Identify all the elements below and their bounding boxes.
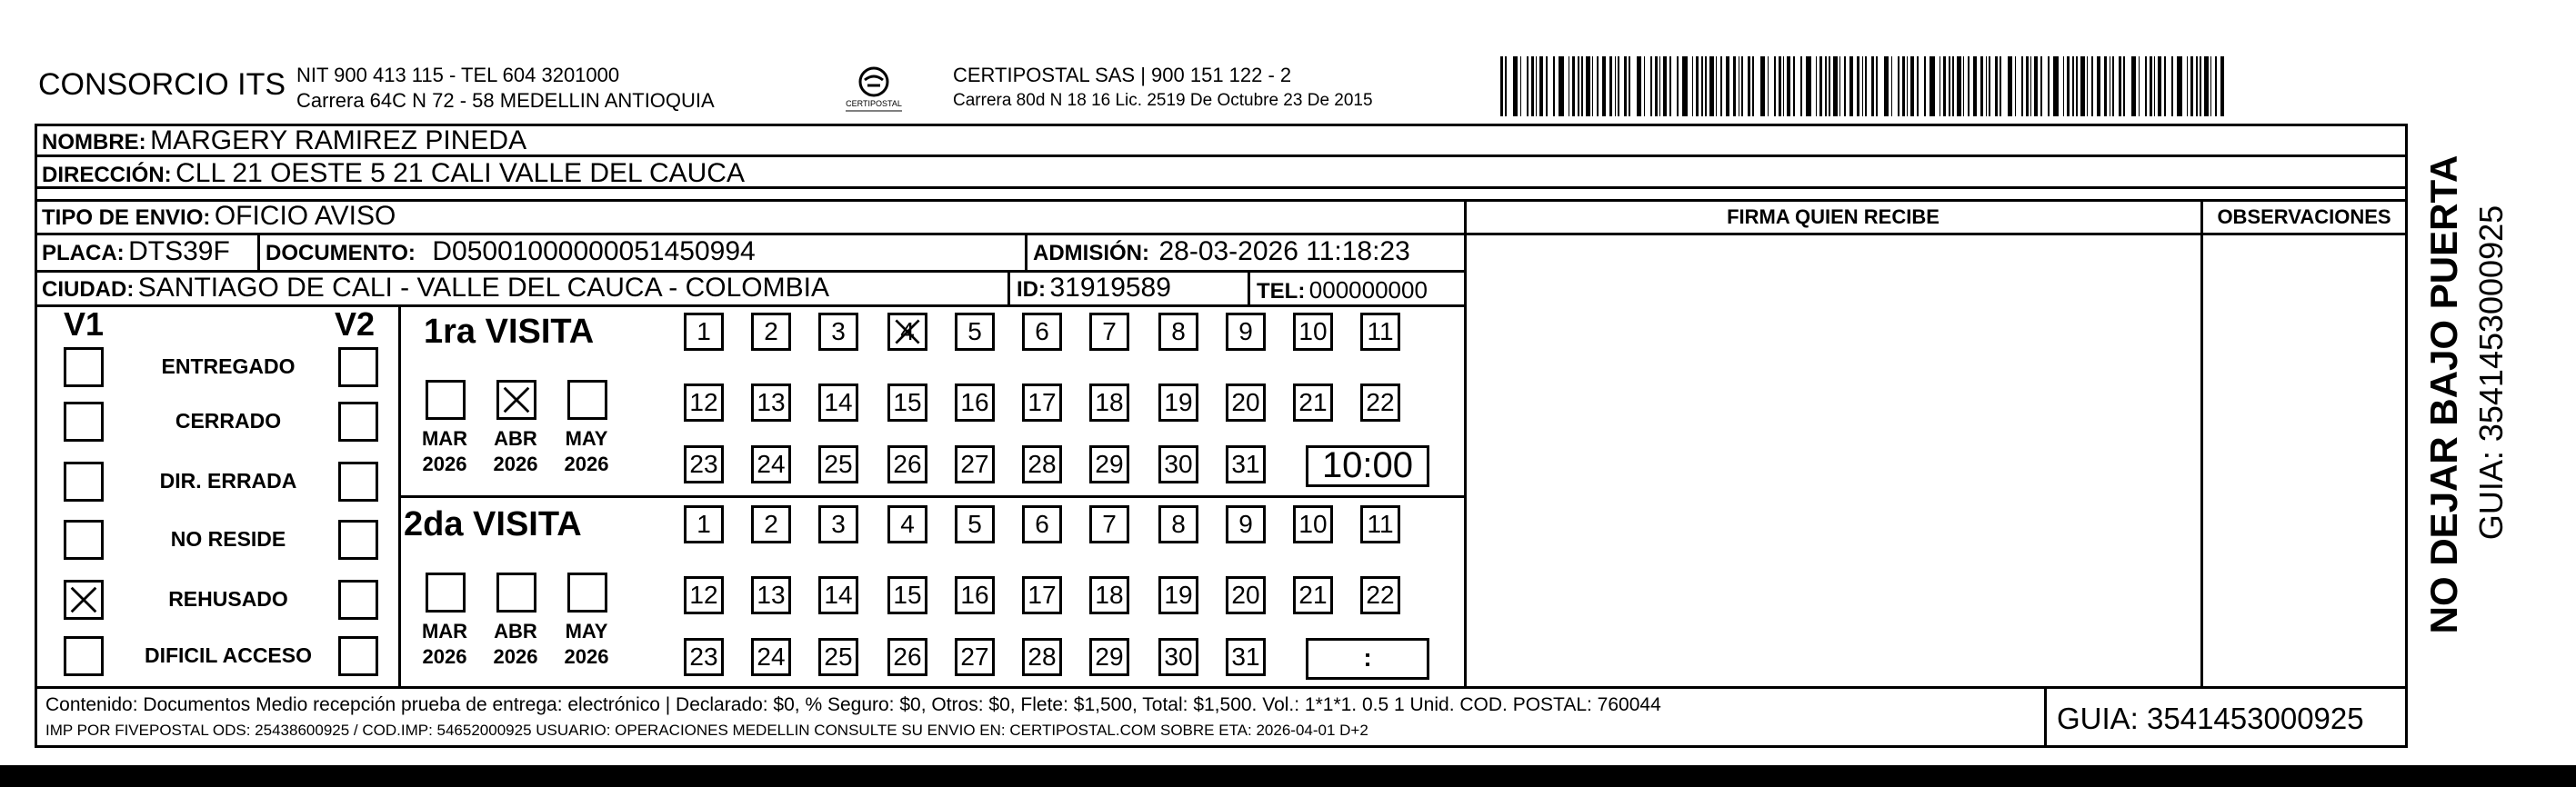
documento-field	[266, 236, 756, 267]
barcode-bar	[1520, 56, 1521, 116]
barcode-bar	[2048, 56, 2050, 116]
barcode-bar	[1949, 56, 1950, 116]
direccion-row	[42, 158, 745, 189]
day-box[interactable]: 19	[1158, 384, 1198, 422]
no-dejar-bajo-puerta: NO DEJAR BAJO PUERTA	[2422, 154, 2465, 634]
day-box[interactable]: 13	[751, 576, 791, 614]
barcode-bar	[1833, 56, 1838, 116]
footer-guia: GUIA: 3541453000925	[2057, 702, 2364, 735]
v1-checkbox[interactable]	[64, 520, 104, 560]
day-box[interactable]: 23	[684, 445, 724, 483]
barcode-bar	[1907, 56, 1908, 116]
day-box[interactable]: 18	[1089, 384, 1129, 422]
barcode-bar	[1910, 56, 1914, 116]
day-box[interactable]: 20	[1226, 384, 1266, 422]
day-box[interactable]: 22	[1360, 384, 1400, 422]
day-box[interactable]: 29	[1089, 445, 1129, 483]
day-box[interactable]: 9	[1226, 313, 1266, 351]
barcode-bar	[2104, 56, 2107, 116]
firma-label: FIRMA QUIEN RECIBE	[1727, 205, 1940, 228]
day-box[interactable]: 8	[1158, 313, 1198, 351]
day-box[interactable]: 12	[684, 576, 724, 614]
barcode-bar	[2215, 56, 2217, 116]
barcode-bar	[2008, 56, 2012, 116]
barcode-bar	[1659, 56, 1660, 116]
barcode-bar	[1898, 56, 1899, 116]
barcode-bar	[2200, 56, 2201, 116]
direccion-value: CLL 21 OESTE 5 21 CALI VALLE DEL CAUCA	[175, 158, 745, 188]
barcode-bar	[2123, 56, 2125, 116]
company-name: CONSORCIO ITS	[38, 67, 286, 102]
barcode-bar	[2067, 56, 2070, 116]
observaciones-label: OBSERVACIONES	[2217, 205, 2391, 228]
status-option-label: REHUSADO	[168, 587, 288, 611]
barcode-bar	[1696, 56, 1699, 116]
barcode-bar	[2076, 56, 2078, 116]
day-box[interactable]: 31	[1226, 445, 1266, 483]
day-box[interactable]: 17	[1022, 576, 1062, 614]
day-box[interactable]: 19	[1158, 576, 1198, 614]
barcode-bar	[1849, 56, 1853, 116]
ciudad-field	[42, 273, 829, 304]
barcode-bar	[1559, 56, 1564, 116]
v1-checkbox[interactable]	[64, 402, 104, 442]
barcode-bar	[1884, 56, 1889, 116]
barcode-bar	[2154, 56, 2155, 116]
admision-field	[1033, 236, 1410, 267]
barcode-bar	[1857, 56, 1859, 116]
barcode-bar	[1669, 56, 1671, 116]
placa-label: PLACA:	[42, 241, 125, 265]
day-box[interactable]: 8	[1158, 505, 1198, 543]
barcode-bar	[2034, 56, 2038, 116]
day-box[interactable]: 28	[1022, 445, 1062, 483]
id-label: ID:	[1017, 277, 1046, 302]
v1-checkbox[interactable]	[64, 580, 104, 620]
id-field	[1017, 273, 1171, 304]
barcode-bar	[1800, 56, 1802, 116]
barcode-bar	[1783, 56, 1784, 116]
year-label: 2026	[564, 645, 609, 668]
barcode-bar	[2040, 56, 2042, 116]
barcode-bar	[1943, 56, 1946, 116]
documento-value: D05001000000051450994	[432, 236, 756, 266]
barcode-bar	[2000, 56, 2001, 116]
year-label: 2026	[564, 453, 609, 475]
day-box[interactable]: 15	[887, 384, 927, 422]
barcode-bar	[1629, 56, 1630, 116]
barcode-bar	[1989, 56, 1990, 116]
day-box[interactable]: 30	[1158, 638, 1198, 676]
status-option-label: ENTREGADO	[161, 354, 296, 378]
day-box[interactable]: 12	[684, 384, 724, 422]
barcode-bar	[1768, 56, 1769, 116]
day-box[interactable]: 25	[818, 445, 858, 483]
barcode-bar	[1709, 56, 1714, 116]
v2-checkbox[interactable]	[338, 580, 378, 620]
v2-checkbox[interactable]	[338, 402, 378, 442]
barcode-bar	[1527, 56, 1529, 116]
barcode-bar	[1677, 56, 1679, 116]
v1-checkbox[interactable]	[64, 636, 104, 676]
visit2-title: 2da VISITA	[404, 505, 582, 543]
barcode-bar	[1980, 56, 1983, 116]
barcode-bar	[1957, 56, 1961, 116]
barcode-bar	[2015, 56, 2016, 116]
status-option-label: DIR. ERRADA	[159, 469, 297, 493]
barcode-bar	[1917, 56, 1919, 116]
day-box[interactable]: 31	[1226, 638, 1266, 676]
barcode-bar	[1844, 56, 1846, 116]
v1-label: V1	[64, 305, 105, 343]
barcode-bar	[1701, 56, 1703, 116]
status-option-label: DIFICIL ACCESO	[144, 643, 312, 667]
barcode-bar	[2030, 56, 2031, 116]
tipo-envio-row	[42, 201, 396, 232]
day-box[interactable]: 5	[955, 313, 995, 351]
day-box[interactable]: 16	[955, 384, 995, 422]
barcode-bar	[1500, 56, 1503, 116]
barcode-bar	[2139, 56, 2140, 116]
day-box[interactable]: 29	[1089, 638, 1129, 676]
month-label: ABR	[494, 620, 537, 643]
bottom-edge-band	[0, 765, 2576, 787]
barcode-bar	[2080, 56, 2085, 116]
barcode-bar	[1819, 56, 1822, 116]
barcode-bar	[2158, 56, 2161, 116]
barcode-bar	[1733, 56, 1736, 116]
day-box[interactable]: 21	[1293, 576, 1333, 614]
nombre-row	[42, 125, 526, 156]
barcode-bar	[1779, 56, 1781, 116]
barcode-bar	[2190, 56, 2193, 116]
month-checkbox[interactable]	[567, 380, 607, 420]
barcode-bar	[1692, 56, 1693, 116]
day-box[interactable]: 1	[684, 505, 724, 543]
barcode-bar	[2091, 56, 2093, 116]
barcode-bar	[1924, 56, 1926, 116]
barcode-bar	[1531, 56, 1534, 116]
v2-checkbox[interactable]	[338, 636, 378, 676]
visit1-title: 1ra VISITA	[424, 313, 595, 351]
barcode-bar	[2150, 56, 2152, 116]
day-box[interactable]: 17	[1022, 384, 1062, 422]
status-option-label: CERRADO	[175, 409, 282, 433]
x-mark-icon	[499, 383, 534, 417]
barcode-bar	[1862, 56, 1863, 116]
barcode-bar	[1787, 56, 1790, 116]
month-checkbox[interactable]	[426, 380, 466, 420]
v1-checkbox[interactable]	[64, 347, 104, 387]
x-mark-icon	[66, 583, 101, 617]
barcode-bar	[1816, 56, 1817, 116]
tipo-envio-label: TIPO DE ENVIO:	[42, 205, 211, 230]
day-box[interactable]: 3	[818, 505, 858, 543]
day-box[interactable]: 9	[1226, 505, 1266, 543]
day-box[interactable]: 18	[1089, 576, 1129, 614]
year-label: 2026	[422, 645, 467, 668]
barcode-bar	[1973, 56, 1977, 116]
barcode-bar	[1716, 56, 1717, 116]
day-box[interactable]: 26	[887, 638, 927, 676]
month-checkbox[interactable]	[426, 573, 466, 613]
day-box[interactable]: 16	[955, 576, 995, 614]
side-guia: GUIA: 3541453000925	[2472, 204, 2510, 541]
barcode-bar	[2196, 56, 2198, 116]
day-box[interactable]: 24	[751, 445, 791, 483]
barcode-bar	[1505, 56, 1507, 116]
id-value: 31919589	[1049, 273, 1171, 303]
certipostal-logo-text: CERTIPOSTAL	[846, 99, 902, 108]
barcode-bar	[1682, 56, 1688, 116]
footer-contenido: Contenido: Documentos Medio recepción prueba de entrega: electrónico | Declarado: $0, % Seguro: $0, Otros: $0, Flete: $1,500, Total: $1,500. Vol.: 1*1*1. 0.5 1 Unid. COD. POSTAL: 760044	[45, 694, 1661, 715]
ciudad-label: CIUDAD:	[42, 277, 135, 302]
barcode-bar	[1720, 56, 1722, 116]
time-field[interactable]: :	[1306, 638, 1429, 680]
barcode-bar	[2204, 56, 2209, 116]
tel-label: TEL:	[1257, 279, 1306, 304]
day-box[interactable]: 25	[818, 638, 858, 676]
day-box[interactable]: 10	[1293, 313, 1333, 351]
admision-label: ADMISIÓN:	[1033, 241, 1149, 265]
barcode-bar	[1592, 56, 1593, 116]
admision-value: 28-03-2026 11:18:23	[1158, 236, 1410, 266]
barcode-bar	[1655, 56, 1658, 116]
day-box[interactable]: 22	[1360, 576, 1400, 614]
tipo-envio-value: OFICIO AVISO	[214, 201, 396, 231]
barcode-bar	[1865, 56, 1867, 116]
barcode-bar	[2210, 56, 2211, 116]
barcode-bar	[1553, 56, 1555, 116]
day-box[interactable]: 27	[955, 638, 995, 676]
barcode-bar	[1760, 56, 1765, 116]
barcode-bar	[2177, 56, 2182, 116]
barcode-bar	[1597, 56, 1599, 116]
barcode-bar	[1986, 56, 1987, 116]
day-box[interactable]: 13	[751, 384, 791, 422]
barcode-bar	[1644, 56, 1645, 116]
year-label: 2026	[493, 645, 538, 668]
barcode-bar	[1586, 56, 1590, 116]
day-box[interactable]: 5	[955, 505, 995, 543]
placa-value: DTS39F	[128, 236, 230, 266]
month-checkbox[interactable]	[567, 573, 607, 613]
barcode-bar	[1774, 56, 1776, 116]
barcode-bar	[1752, 56, 1754, 116]
barcode-bar	[2053, 56, 2059, 116]
barcode-bar	[1748, 56, 1750, 116]
barcode-bar	[1572, 56, 1575, 116]
barcode-bar	[1726, 56, 1729, 116]
barcode-bar	[2087, 56, 2088, 116]
day-box[interactable]: 1	[684, 313, 724, 351]
barcode-bar	[1968, 56, 1970, 116]
barcode-bar	[1806, 56, 1811, 116]
barcode-bar	[1952, 56, 1954, 116]
day-box[interactable]: 15	[887, 576, 927, 614]
company-info-2: Carrera 64C N 72 - 58 MEDELLIN ANTIOQUIA	[296, 89, 715, 112]
barcode-bar	[1963, 56, 1964, 116]
barcode-bar	[1705, 56, 1707, 116]
barcode-bar	[1609, 56, 1612, 116]
barcode-bar	[1581, 56, 1583, 116]
barcode-bar	[1539, 56, 1543, 116]
day-box[interactable]: 7	[1089, 505, 1129, 543]
day-box[interactable]: 20	[1226, 576, 1266, 614]
barcode-bar	[1829, 56, 1830, 116]
barcode-bar	[2021, 56, 2023, 116]
day-box[interactable]: 6	[1022, 313, 1062, 351]
day-box[interactable]: 21	[1293, 384, 1333, 422]
day-box[interactable]: 24	[751, 638, 791, 676]
barcode-bar	[2145, 56, 2147, 116]
day-box[interactable]: 30	[1158, 445, 1198, 483]
carrier-info-1: CERTIPOSTAL SAS | 900 151 122 - 2	[953, 64, 1292, 86]
carrier-info-2: Carrera 80d N 18 16 Lic. 2519 De Octubre 23 De 2015	[953, 91, 1373, 110]
nombre-label: NOMBRE:	[42, 130, 146, 154]
day-box[interactable]: 3	[818, 313, 858, 351]
day-box[interactable]: 11	[1360, 505, 1400, 543]
day-box[interactable]: 14	[818, 384, 858, 422]
v1-checkbox[interactable]	[64, 462, 104, 502]
barcode-bar	[2097, 56, 2100, 116]
barcode-bar	[1663, 56, 1667, 116]
barcode-bar	[2112, 56, 2114, 116]
year-label: 2026	[422, 453, 467, 475]
day-box[interactable]: 28	[1022, 638, 1062, 676]
day-box[interactable]: 7	[1089, 313, 1129, 351]
day-box[interactable]: 2	[751, 505, 791, 543]
barcode-bar	[2063, 56, 2064, 116]
barcode-bar	[1876, 56, 1878, 116]
barcode-bar	[1793, 56, 1795, 116]
v2-checkbox[interactable]	[338, 462, 378, 502]
barcode-bar	[1578, 56, 1579, 116]
day-box[interactable]: 11	[1360, 313, 1400, 351]
time-field[interactable]: 10:00	[1306, 445, 1429, 487]
barcode-bar	[2171, 56, 2173, 116]
v2-checkbox[interactable]	[338, 347, 378, 387]
barcode-bar	[2131, 56, 2136, 116]
day-box[interactable]: 4	[887, 505, 927, 543]
barcode-bar	[1536, 56, 1537, 116]
barcode-bar	[1615, 56, 1616, 116]
barcode-bar	[2220, 56, 2224, 116]
barcode-bar	[1546, 56, 1548, 116]
month-label: MAR	[421, 620, 468, 643]
barcode-bar	[2187, 56, 2188, 116]
barcode-bar	[1839, 56, 1840, 116]
month-label: ABR	[494, 427, 537, 450]
documento-label: DOCUMENTO:	[266, 241, 416, 265]
barcode-bar	[1741, 56, 1743, 116]
month-label: MAR	[421, 427, 468, 450]
placa-field	[42, 236, 230, 267]
barcode-bar	[1891, 56, 1892, 116]
certipostal-logo	[833, 64, 915, 115]
barcode-bar	[1618, 56, 1619, 116]
barcode-bar	[1929, 56, 1935, 116]
month-label: MAY	[565, 620, 608, 643]
day-box[interactable]: 4	[887, 313, 927, 351]
barcode-bar	[2026, 56, 2029, 116]
v2-label: V2	[335, 305, 376, 343]
day-box[interactable]: 26	[887, 445, 927, 483]
day-box[interactable]: 14	[818, 576, 858, 614]
barcode-bar	[1602, 56, 1606, 116]
month-label: MAY	[565, 427, 608, 450]
barcode-bar	[1624, 56, 1627, 116]
barcode-bar	[1871, 56, 1874, 116]
barcode-bar	[1637, 56, 1641, 116]
month-checkbox[interactable]	[496, 573, 536, 613]
footer-impresion: IMP POR FIVEPOSTAL ODS: 25438600925 / COD.IMP: 54652000925 USUARIO: OPERACIONES MEDELLIN CONSULTE SU ENVIO EN: CERTIPOSTAL.COM SOBRE ETA: 2026-04-01 D+2	[45, 722, 1368, 739]
tel-value: 000000000	[1308, 276, 1428, 304]
barcode-bar	[2164, 56, 2166, 116]
day-box[interactable]: 10	[1293, 505, 1333, 543]
barcode-bar	[1995, 56, 1998, 116]
barcode-bar	[2072, 56, 2074, 116]
barcode-bar	[2119, 56, 2121, 116]
year-label: 2026	[493, 453, 538, 475]
barcode-bar	[1902, 56, 1905, 116]
barcode-bar	[1825, 56, 1827, 116]
direccion-label: DIRECCIÓN:	[42, 163, 172, 187]
company-info-1: NIT 900 413 115 - TEL 604 3201000	[296, 64, 620, 86]
month-checkbox[interactable]	[496, 380, 536, 420]
day-box[interactable]: 6	[1022, 505, 1062, 543]
barcode-bar	[1650, 56, 1652, 116]
status-option-label: NO RESIDE	[170, 527, 286, 551]
ciudad-value: SANTIAGO DE CALI - VALLE DEL CAUCA - COLOMBIA	[137, 273, 829, 303]
day-box[interactable]: 2	[751, 313, 791, 351]
barcode	[1500, 56, 2228, 116]
nombre-value: MARGERY RAMIREZ PINEDA	[150, 125, 527, 155]
day-box[interactable]: 27	[955, 445, 995, 483]
barcode-bar	[1513, 56, 1518, 116]
tel-field	[1257, 276, 1428, 304]
v2-checkbox[interactable]	[338, 520, 378, 560]
day-box[interactable]: 23	[684, 638, 724, 676]
